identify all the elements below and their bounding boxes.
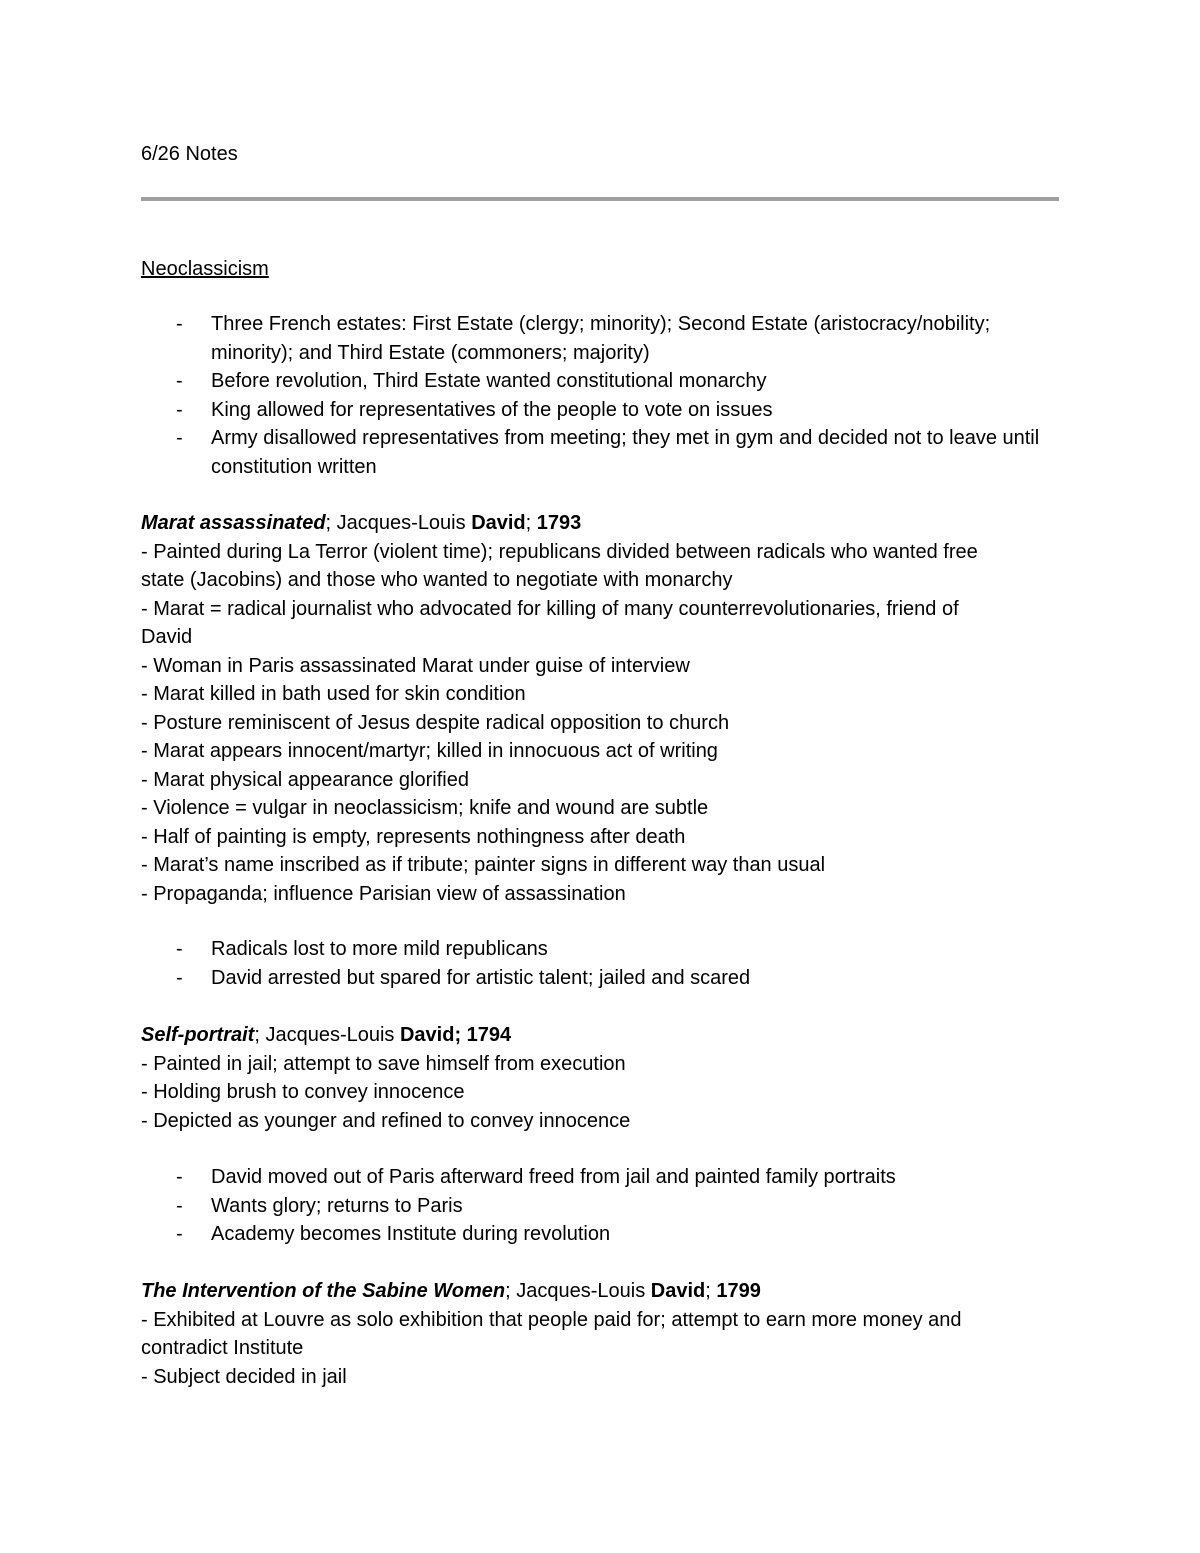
artwork-year: 1793 (536, 512, 582, 534)
list-item: - Wants glory; returns to Paris (141, 1192, 1059, 1221)
note-line: - Marat = radical journalist who advocated for killing of many counterrevolutionaries, friend of (141, 597, 959, 620)
note-line: - Exhibited at Louvre as solo exhibition that people paid for; attempt to earn more money and (141, 1308, 962, 1331)
artwork-title: The Intervention of the Sabine Women (141, 1280, 506, 1302)
list-item: - Academy becomes Institute during revolution (141, 1220, 1059, 1249)
note-line: - Holding brush to convey innocence (141, 1081, 465, 1103)
list-item: - Radicals lost to more mild republicans (141, 935, 1059, 964)
bullet-dash: - (176, 1194, 183, 1217)
bullet-dash: - (176, 1166, 183, 1188)
note-line: - Woman in Paris assassinated Marat under guise of interview (141, 654, 690, 677)
artwork-heading: The Intervention of the Sabine Women; Jacques-Louis David; 1799 (141, 1280, 761, 1302)
note-line: - Propaganda; influence Parisian view of assassination (141, 882, 626, 905)
note-line: - Posture reminiscent of Jesus despite radical opposition to church (141, 711, 730, 734)
list-item: - Three French estates: First Estate (clergy; minority); Second Estate (aristocracy/nobility; minority); and Third Estate (commoners; majority) (141, 310, 1059, 367)
note-line: - Violence = vulgar in neoclassicism; knife and wound are subtle (141, 797, 709, 819)
list-item: - David arrested but spared for artistic talent; jailed and scared (141, 964, 1059, 993)
note-line: - Marat physical appearance glorified (141, 768, 469, 791)
artwork-heading: Marat assassinated; Jacques-Louis David; 1793 (141, 512, 582, 534)
list-item: - David moved out of Paris afterward freed from jail and painted family portraits (141, 1163, 1059, 1192)
artist-name: David (650, 1280, 706, 1302)
list-item: - Army disallowed representatives from meeting; they met in gym and decided not to leave until constitution written (141, 424, 1059, 481)
note-line: - Marat appears innocent/martyr; killed in innocuous act of writing (141, 740, 718, 762)
bullet-dash: - (176, 370, 183, 392)
marat-section (141, 509, 1059, 908)
sabine-section (141, 1277, 1059, 1391)
bullet-dash: - (176, 938, 183, 960)
self-portrait-section (141, 1021, 1059, 1135)
note-line: - Marat killed in bath used for skin condition (141, 683, 526, 705)
note-line: David (141, 626, 193, 648)
artist-name-year: David; 1794 (399, 1024, 512, 1046)
self-portrait-bullet-list (141, 1163, 1059, 1249)
list-item: - Before revolution, Third Estate wanted constitutional monarchy (141, 367, 1059, 396)
bullet-dash: - (176, 398, 183, 421)
note-line: - Marat’s name inscribed as if tribute; painter signs in different way than usual (141, 854, 826, 876)
horizontal-divider (141, 197, 1059, 201)
list-item: - King allowed for representatives of the people to vote on issues (141, 396, 1059, 425)
note-line: - Painted during La Terror (violent time); republicans divided between radicals who wanted free (141, 540, 978, 563)
note-line: - Painted in jail; attempt to save himself from execution (141, 1052, 626, 1075)
artwork-year: 1799 (716, 1280, 761, 1302)
marat-bullet-list (141, 935, 1059, 992)
note-line: contradict Institute (141, 1337, 304, 1359)
artwork-title: Marat assassinated (141, 512, 326, 534)
artwork-title: Self-portrait (141, 1024, 255, 1046)
note-line: - Half of painting is empty, represents nothingness after death (141, 825, 686, 848)
note-line: state (Jacobins) and those who wanted to negotiate with monarchy (141, 569, 733, 591)
bullet-dash: - (176, 1223, 183, 1245)
page-title: 6/26 Notes (141, 143, 238, 165)
bullet-dash: - (176, 427, 183, 449)
artist-name: David (471, 512, 526, 534)
bullet-dash: - (176, 313, 183, 335)
bullet-dash: - (176, 966, 183, 989)
note-line: - Depicted as younger and refined to convey innocence (141, 1109, 631, 1132)
section-heading: Neoclassicism (141, 258, 269, 280)
intro-bullet-list (141, 310, 1059, 481)
artwork-heading: Self-portrait; Jacques-Louis David; 1794 (141, 1024, 512, 1046)
note-line: - Subject decided in jail (141, 1365, 347, 1388)
